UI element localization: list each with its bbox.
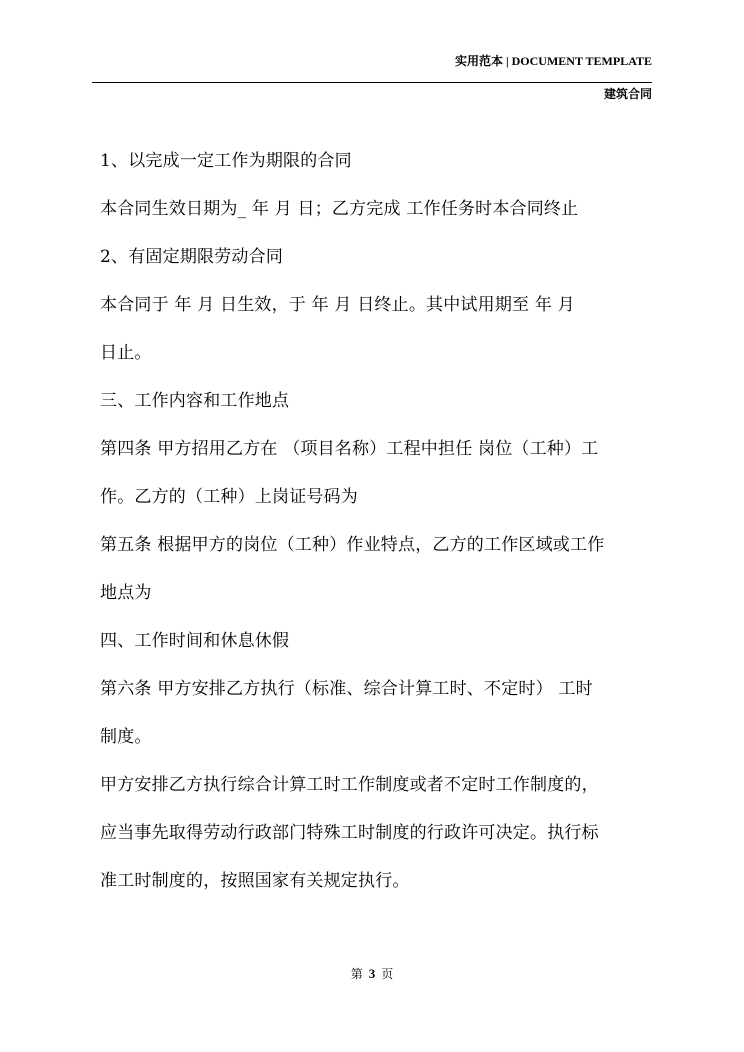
page-footer: [0, 965, 744, 982]
paragraph-11: 四、工作时间和休息休假: [100, 631, 290, 651]
page-number: 3: [368, 966, 376, 981]
paragraph-1: 1、以完成一定工作为期限的合同: [100, 151, 352, 171]
document-header-title: 实用范本 | DOCUMENT TEMPLATE: [455, 54, 652, 68]
paragraph-9: 第五条 根据甲方的岗位（工种）作业特点，乙方的工作区域或工作: [100, 535, 605, 555]
paragraph-8: 作。乙方的（工种）上岗证号码为: [100, 487, 358, 507]
paragraph-16: 准工时制度的，按照国家有关规定执行。: [100, 871, 410, 891]
paragraph-3: 2、有固定期限劳动合同: [100, 247, 284, 267]
page-number-prefix: 第: [350, 967, 363, 981]
paragraph-4: 本合同于 年 月 日生效，于 年 月 日终止。其中试用期至 年 月: [100, 295, 575, 315]
paragraph-13: 制度。: [100, 727, 152, 747]
page-number-suffix: 页: [381, 967, 394, 981]
paragraph-12: 第六条 甲方安排乙方执行（标准、综合计算工时、不定时） 工时: [100, 679, 593, 699]
paragraph-2: 本合同生效日期为_ 年 月 日；乙方完成 工作任务时本合同终止: [100, 199, 579, 219]
header-divider: [92, 82, 652, 83]
paragraph-5: 日止。: [100, 343, 152, 363]
paragraph-10: 地点为: [100, 583, 152, 603]
paragraph-6: 三、工作内容和工作地点: [100, 391, 290, 411]
paragraph-14: 甲方安排乙方执行综合计算工时工作制度或者不定时工作制度的，: [100, 775, 599, 795]
document-header-subtitle: 建筑合同: [603, 87, 652, 101]
paragraph-7: 第四条 甲方招用乙方在 （项目名称）工程中担任 岗位（工种）工: [100, 439, 599, 459]
paragraph-15: 应当事先取得劳动行政部门特殊工时制度的行政许可决定。执行标: [100, 823, 599, 843]
document-body: [100, 137, 660, 905]
